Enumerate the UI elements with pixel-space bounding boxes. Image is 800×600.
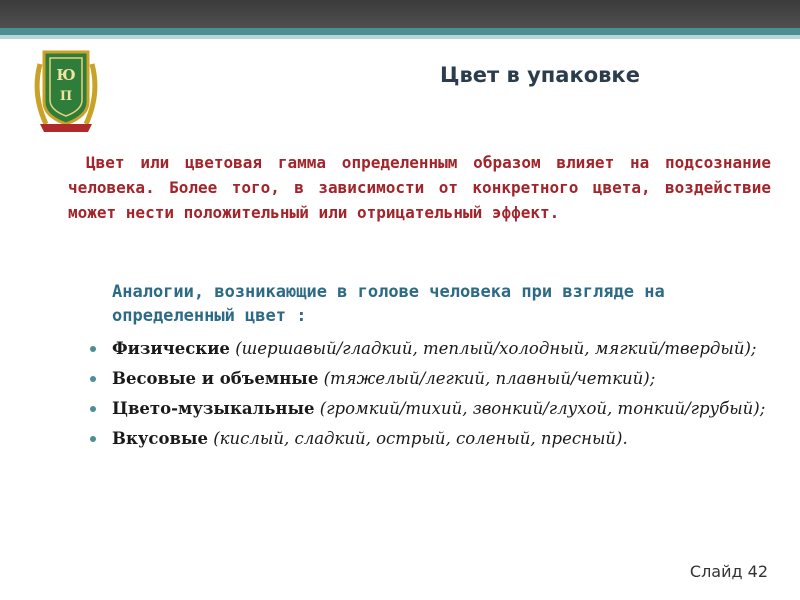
- university-crest-icon: [30, 44, 102, 136]
- analogies-heading: Аналогии, возникающие в голове человека при взгляде на определенный цвет :: [112, 282, 665, 326]
- item-description: (кислый, сладкий, острый, соленый, пресный).: [213, 429, 628, 448]
- item-description: (шершавый/гладкий, теплый/холодный, мягкий/твердый);: [235, 339, 757, 358]
- item-term: Вкусовые: [112, 429, 208, 448]
- bullet-icon: [90, 406, 96, 412]
- svg-text:П: П: [59, 89, 73, 104]
- item-term: Цвето-музыкальные: [112, 399, 315, 418]
- item-term: Весовые и объемные: [112, 369, 319, 388]
- bullet-icon: [90, 436, 96, 442]
- list-item: [90, 337, 770, 361]
- item-description: (громкий/тихий, звонкий/глухой, тонкий/грубый);: [319, 399, 766, 418]
- item-term: Физические: [112, 339, 230, 358]
- top-bar: [0, 0, 800, 28]
- item-description: (тяжелый/легкий, плавный/четкий);: [323, 369, 656, 388]
- accent-bar: [0, 28, 800, 35]
- svg-text:Ю: Ю: [56, 66, 76, 84]
- intro-paragraph: Цвет или цветовая гамма определенным образом влияет на подсознание человека. Более того, в зависимости от конкретного цвета, воздействие может нести положительный или отрицательный эффект.: [68, 153, 771, 222]
- list-item: [90, 397, 770, 421]
- list-item: [90, 427, 770, 451]
- bullet-icon: [90, 346, 96, 352]
- slide-title: Цвет в упаковке: [440, 63, 640, 87]
- bullet-icon: [90, 376, 96, 382]
- list-item: [90, 367, 770, 391]
- slide-number: Слайд 42: [689, 562, 768, 581]
- accent-bar-light: [0, 35, 800, 39]
- analogies-list: [90, 337, 770, 457]
